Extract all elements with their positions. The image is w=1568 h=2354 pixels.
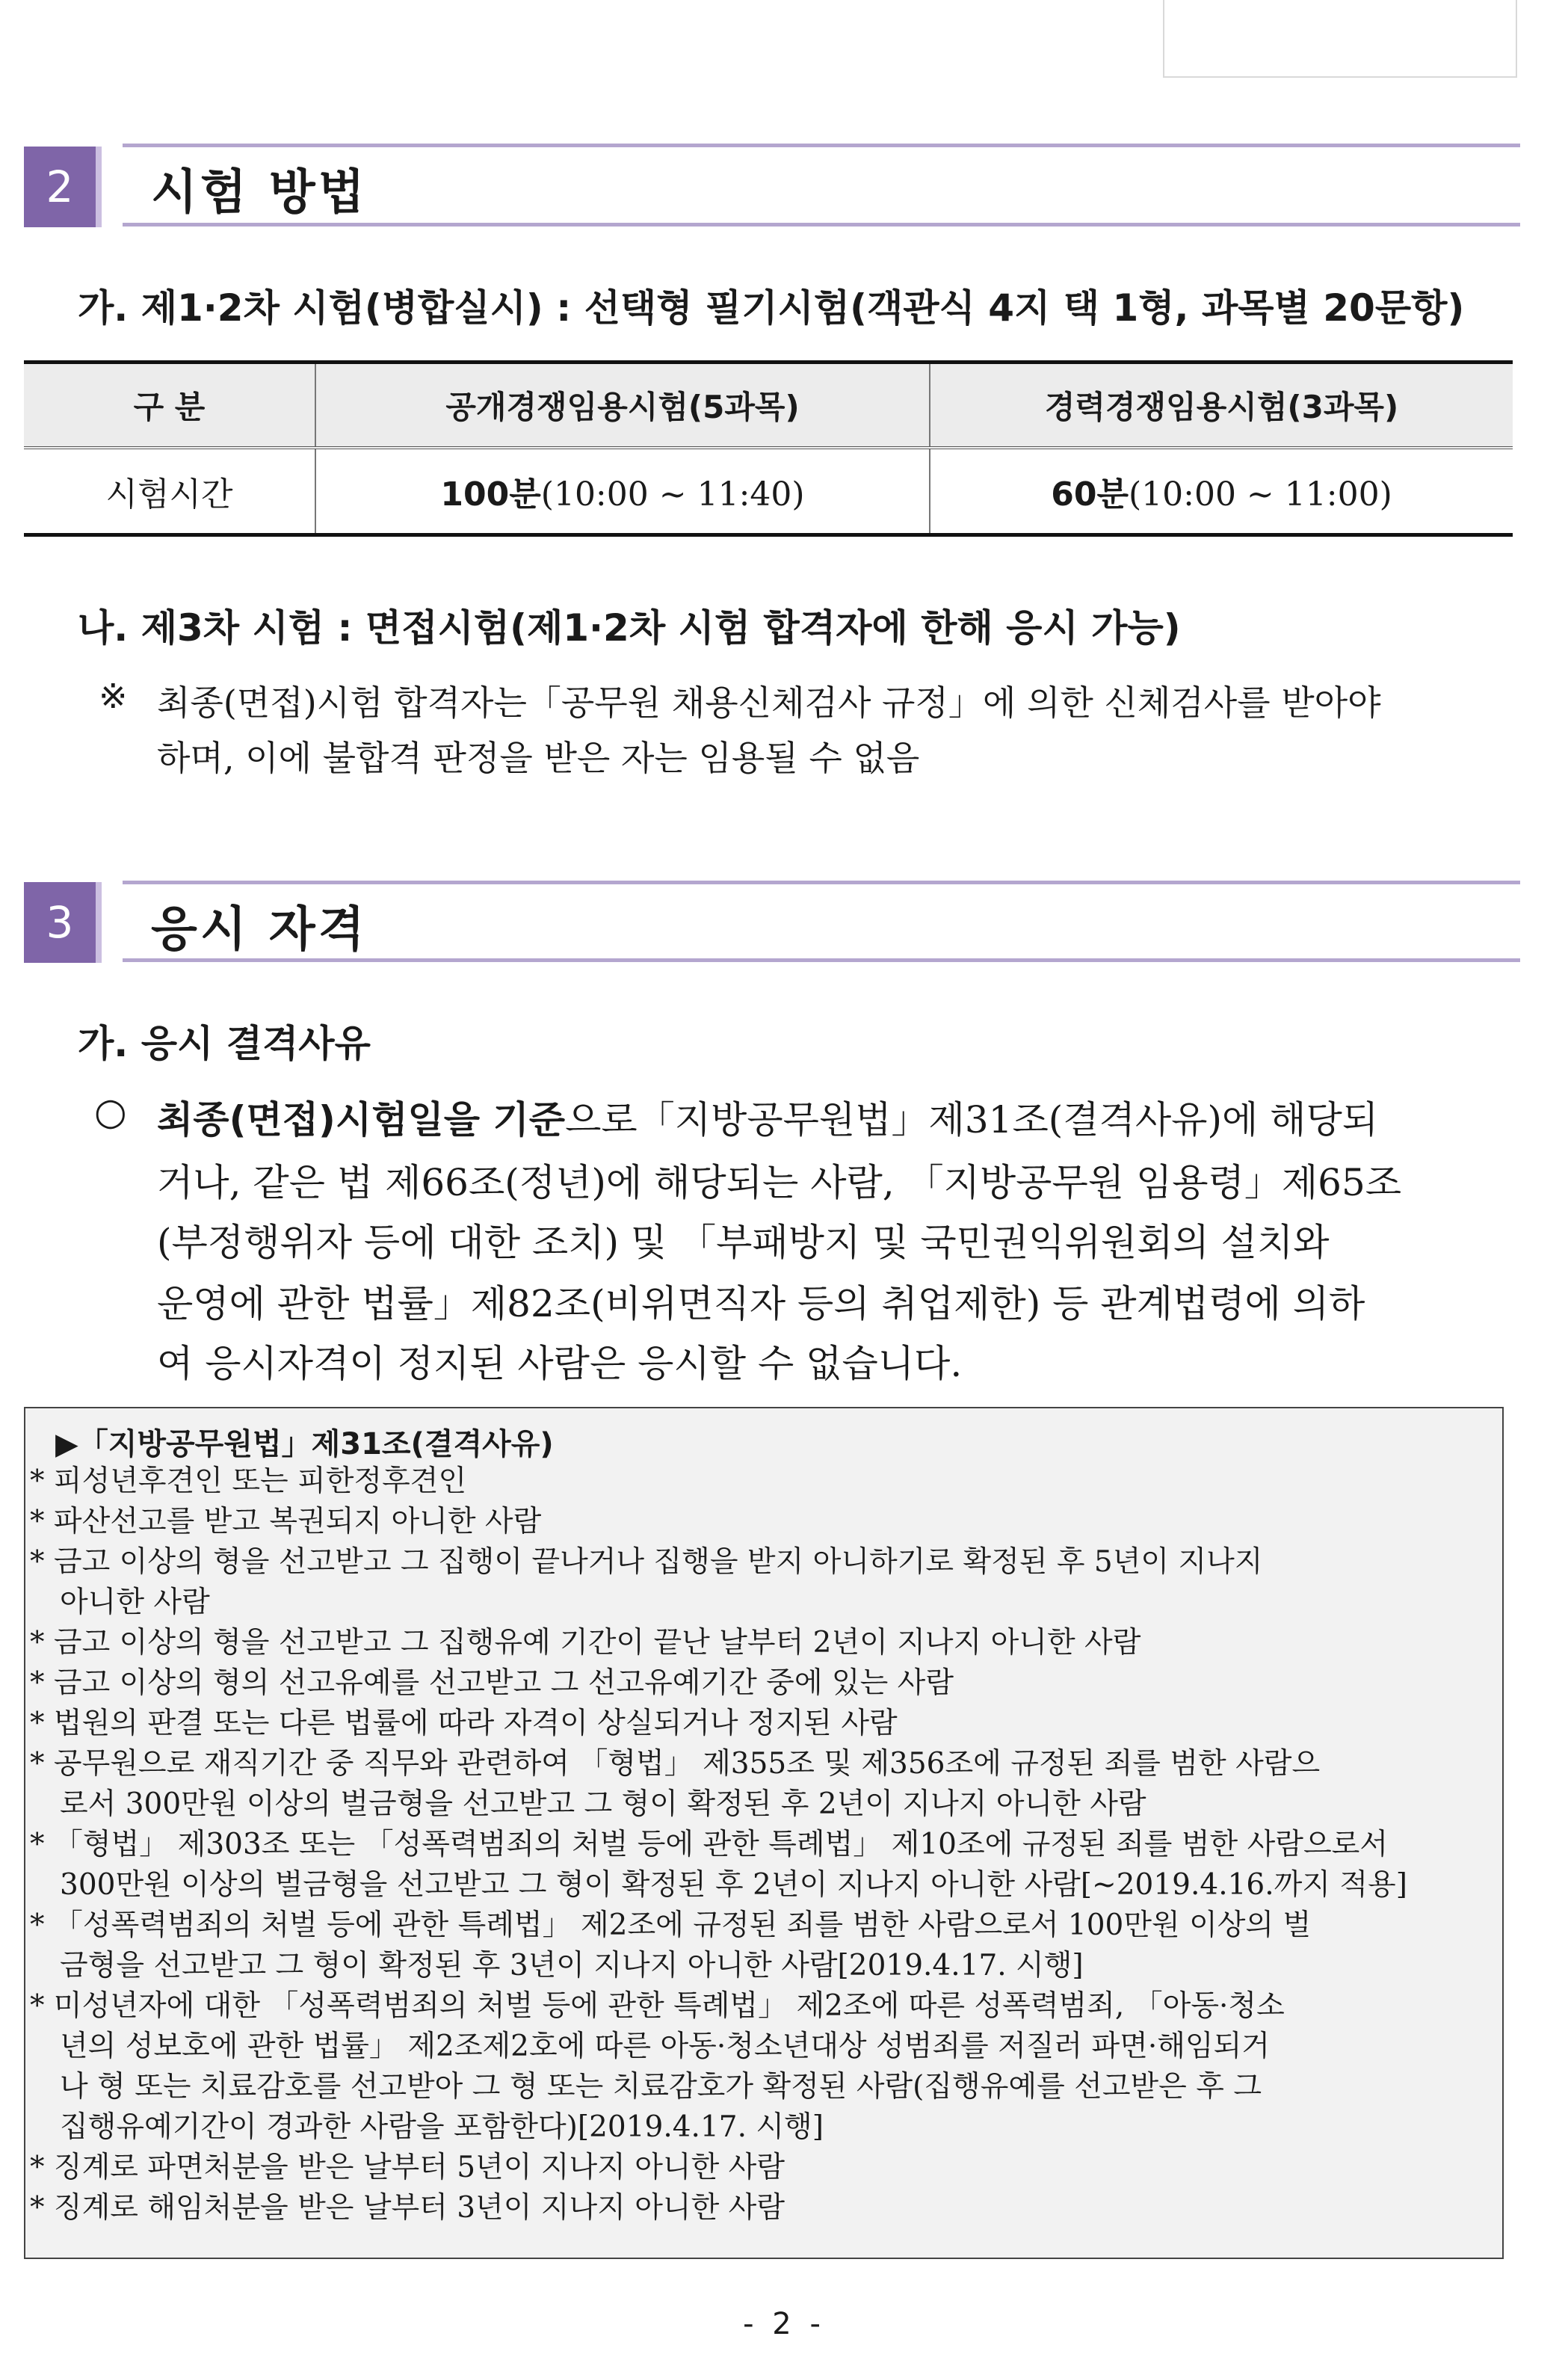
- open-duration: 100분: [440, 475, 541, 514]
- subheading-interview: 나. 제3차 시험 : 면접시험(제1·2차 시험 합격자에 한해 응시 가능): [78, 606, 1181, 650]
- para-line-1-rest: 으로「지방공무원법」제31조(결격사유)에 해당되: [565, 1098, 1379, 1141]
- box-line: * 파산선고를 받고 복권되지 아니한 사람: [30, 1505, 542, 1538]
- box-line: 나 형 또는 치료감호를 선고받아 그 형 또는 치료감호가 확정된 사람(집행유예를 선고받은 후 그: [60, 2070, 1262, 2104]
- section-number: 3: [24, 882, 102, 963]
- box-line: * 법원의 판결 또는 다른 법률에 따라 자격이 상실되거나 정지된 사람: [30, 1707, 898, 1740]
- para-line-2: 거나, 같은 법 제66조(정년)에 해당되는 사람, 「지방공무원 임용령」제65조: [157, 1161, 1402, 1204]
- section-rule-bottom: [123, 223, 1520, 227]
- section-rule-top: [123, 881, 1520, 884]
- section-number: 2: [24, 147, 102, 227]
- table-header-open: 공개경쟁임용시험(5과목): [315, 363, 930, 449]
- table-row: [24, 448, 1513, 535]
- subheading-written-exam: 가. 제1·2차 시험(병합실시) : 선택형 필기시험(객관식 4지 택 1형, 과목별 20문항): [78, 286, 1465, 330]
- box-line: * 징계로 파면처분을 받은 날부터 5년이 지나지 아니한 사람: [30, 2151, 785, 2184]
- box-title: ▶「지방공무원법」제31조(결격사유): [55, 1427, 554, 1461]
- box-line: * 「성폭력범죄의 처벌 등에 관한 특례법」 제2조에 규정된 죄를 범한 사람으로서 100만원 이상의 벌: [30, 1908, 1312, 1942]
- box-line: * 금고 이상의 형을 선고받고 그 집행이 끝나거나 집행을 받지 아니하기로 확정된 후 5년이 지나지: [30, 1545, 1263, 1579]
- note-line-2: 하며, 이에 불합격 판정을 받은 자는 임용될 수 없음: [157, 738, 920, 778]
- career-time-range: (10:00 ~ 11:00): [1128, 475, 1392, 514]
- table-cell-label: 시험시간: [105, 475, 233, 514]
- para-bold: 최종(면접)시험일을 기준: [157, 1098, 566, 1141]
- section-title: 응시 자격: [151, 902, 368, 958]
- table-cell-career: [930, 448, 1513, 535]
- subheading-disqualification: 가. 응시 결격사유: [78, 1022, 371, 1065]
- table-header-division: 구 분: [24, 363, 315, 449]
- box-line: 금형을 선고받고 그 형이 확정된 후 3년이 지나지 아니한 사람[2019.4.17. 시행]: [60, 1949, 1084, 1982]
- section-title: 시험 방법: [151, 165, 368, 221]
- box-line: 집행유예기간이 경과한 사람을 포함한다)[2019.4.17. 시행]: [60, 2110, 824, 2144]
- para-line-5: 여 응시자격이 정지된 사람은 응시할 수 없습니다.: [157, 1342, 963, 1385]
- box-line: * 「형법」 제303조 또는 「성폭력범죄의 처벌 등에 관한 특례법」 제10조에 규정된 죄를 범한 사람으로서: [30, 1828, 1388, 1861]
- box-line: 로서 300만원 이상의 벌금형을 선고받고 그 형이 확정된 후 2년이 지나지 아니한 사람: [60, 1787, 1146, 1821]
- disqualification-box: [24, 1407, 1504, 2259]
- para-line-4: 운영에 관한 법률」제82조(비위면직자 등의 취업제한) 등 관계법령에 의하: [157, 1282, 1365, 1325]
- bullet-mark: ○: [94, 1090, 127, 1133]
- table-header-career: 경력경쟁임용시험(3과목): [930, 363, 1513, 449]
- note-line-1: 최종(면접)시험 합격자는「공무원 채용신체검사 규정」에 의한 신체검사를 받아야: [157, 683, 1381, 723]
- para-line-3: (부정행위자 등에 대한 조치) 및 「부패방지 및 국민권익위원회의 설치와: [157, 1221, 1330, 1264]
- para-line-1: [157, 1090, 1378, 1144]
- box-line: * 금고 이상의 형의 선고유예를 선고받고 그 선고유예기간 중에 있는 사람: [30, 1666, 954, 1700]
- box-line: * 공무원으로 재직기간 중 직무와 관련하여 「형법」 제355조 및 제356조에 규정된 죄를 범한 사람으: [30, 1747, 1321, 1781]
- box-list: [30, 1458, 1407, 2225]
- table-cell-open: [315, 448, 930, 535]
- exam-time-table: [24, 360, 1513, 537]
- box-line: 300만원 이상의 벌금형을 선고받고 그 형이 확정된 후 2년이 지나지 아니한 사람[~2019.4.16.까지 적용]: [60, 1868, 1407, 1902]
- corner-box: [1163, 0, 1517, 78]
- box-line: 아니한 사람: [60, 1586, 210, 1619]
- note-mark: ※: [99, 676, 128, 716]
- section-rule-top: [123, 144, 1520, 147]
- career-duration: 60분: [1051, 475, 1129, 514]
- page-number: - 2 -: [743, 2307, 825, 2341]
- box-line: * 금고 이상의 형을 선고받고 그 집행유예 기간이 끝난 날부터 2년이 지나지 아니한 사람: [30, 1626, 1141, 1660]
- box-line: * 징계로 해임처분을 받은 날부터 3년이 지나지 아니한 사람: [30, 2191, 785, 2225]
- open-time-range: (10:00 ~ 11:40): [540, 475, 805, 514]
- box-line: * 피성년후견인 또는 피한정후견인: [30, 1464, 467, 1498]
- box-line: * 미성년자에 대한 「성폭력범죄의 처벌 등에 관한 특례법」 제2조에 따른 성폭력범죄, 「아동·청소: [30, 1989, 1285, 2023]
- table-header-row: [24, 363, 1513, 449]
- box-line: 년의 성보호에 관한 법률」 제2조제2호에 따른 아동·청소년대상 성범죄를 저질러 파면·해임되거: [60, 2030, 1270, 2063]
